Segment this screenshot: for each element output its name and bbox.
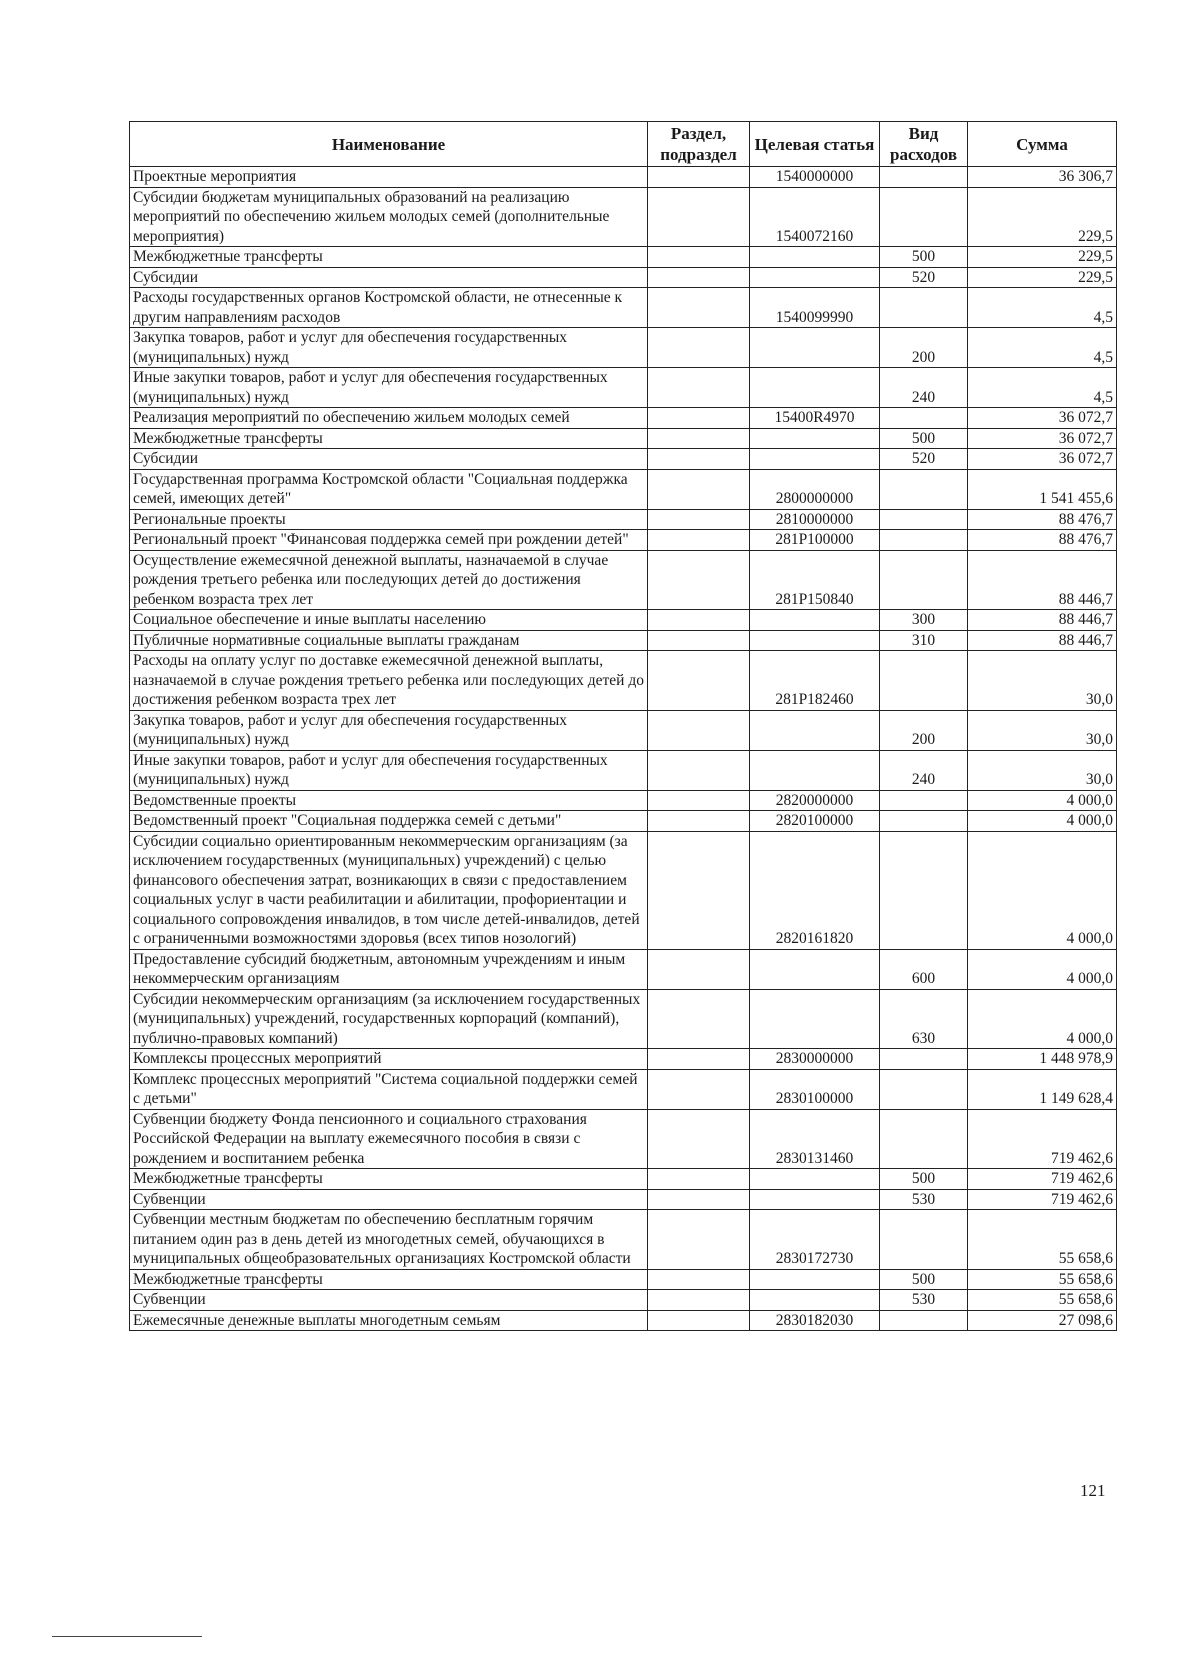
cell-sum: 36 072,7 <box>968 449 1117 470</box>
table-row <box>130 1210 1117 1270</box>
cell-target <box>750 630 880 651</box>
table-body <box>130 167 1117 1331</box>
cell-section <box>648 1269 750 1290</box>
cell-section <box>648 550 750 610</box>
cell-sum: 4 000,0 <box>968 811 1117 832</box>
cell-type <box>880 790 968 811</box>
cell-section <box>648 469 750 509</box>
cell-section <box>648 1189 750 1210</box>
table-row <box>130 1290 1117 1311</box>
header-sum: Сумма <box>968 122 1117 167</box>
table-row <box>130 1269 1117 1290</box>
cell-sum: 719 462,6 <box>968 1109 1117 1169</box>
cell-name: Социальное обеспечение и иные выплаты населению <box>130 610 648 631</box>
table-row <box>130 247 1117 268</box>
cell-name: Субсидии <box>130 267 648 288</box>
cell-target: 2820161820 <box>750 831 880 949</box>
cell-name: Государственная программа Костромской области "Социальная поддержка семей, имеющих детей" <box>130 469 648 509</box>
table-row <box>130 1069 1117 1109</box>
cell-sum: 4 000,0 <box>968 949 1117 989</box>
table-row <box>130 949 1117 989</box>
cell-sum: 30,0 <box>968 750 1117 790</box>
cell-target: 281P150840 <box>750 550 880 610</box>
cell-sum: 1 149 628,4 <box>968 1069 1117 1109</box>
cell-type: 200 <box>880 710 968 750</box>
table-row <box>130 167 1117 188</box>
cell-sum: 229,5 <box>968 187 1117 247</box>
cell-sum: 36 072,7 <box>968 408 1117 429</box>
cell-sum: 88 476,7 <box>968 509 1117 530</box>
cell-name: Межбюджетные трансферты <box>130 247 648 268</box>
cell-sum: 229,5 <box>968 247 1117 268</box>
cell-section <box>648 368 750 408</box>
header-name: Наименование <box>130 122 648 167</box>
table-row <box>130 811 1117 832</box>
cell-target: 2800000000 <box>750 469 880 509</box>
cell-type: 520 <box>880 449 968 470</box>
cell-section <box>648 509 750 530</box>
cell-type: 520 <box>880 267 968 288</box>
cell-target: 2830131460 <box>750 1109 880 1169</box>
cell-name: Межбюджетные трансферты <box>130 1169 648 1190</box>
cell-type: 530 <box>880 1290 968 1311</box>
cell-section <box>648 1290 750 1311</box>
cell-type <box>880 1109 968 1169</box>
cell-sum: 36 072,7 <box>968 428 1117 449</box>
cell-type <box>880 288 968 328</box>
cell-target <box>750 949 880 989</box>
cell-name: Субвенции бюджету Фонда пенсионного и социального страхования Российской Федерации на выплату ежемесячного пособия в связи с рождением и воспитанием ребенка <box>130 1109 648 1169</box>
cell-type <box>880 811 968 832</box>
cell-sum: 4,5 <box>968 288 1117 328</box>
cell-target: 2830100000 <box>750 1069 880 1109</box>
cell-name: Субвенции местным бюджетам по обеспечению бесплатным горячим питанием один раз в день детей из многодетных семей, обучающихся в муниципальных общеобразовательных организациях Костромской области <box>130 1210 648 1270</box>
cell-sum: 4 000,0 <box>968 989 1117 1049</box>
header-type: Вид расходов <box>880 122 968 167</box>
cell-name: Комплекс процессных мероприятий "Система социальной поддержки семей с детьми" <box>130 1069 648 1109</box>
header-target: Целевая статья <box>750 122 880 167</box>
cell-sum: 88 476,7 <box>968 530 1117 551</box>
cell-name: Комплексы процессных мероприятий <box>130 1049 648 1070</box>
cell-section <box>648 408 750 429</box>
cell-target: 281P100000 <box>750 530 880 551</box>
cell-name: Иные закупки товаров, работ и услуг для обеспечения государственных (муниципальных) нужд <box>130 368 648 408</box>
table-row <box>130 469 1117 509</box>
cell-type <box>880 408 968 429</box>
cell-section <box>648 1109 750 1169</box>
cell-type: 530 <box>880 1189 968 1210</box>
table-row <box>130 1169 1117 1190</box>
cell-section <box>648 989 750 1049</box>
cell-sum: 1 541 455,6 <box>968 469 1117 509</box>
cell-section <box>648 1310 750 1331</box>
cell-type <box>880 1049 968 1070</box>
cell-type <box>880 831 968 949</box>
cell-target <box>750 368 880 408</box>
cell-sum: 719 462,6 <box>968 1189 1117 1210</box>
cell-type: 240 <box>880 368 968 408</box>
cell-section <box>648 710 750 750</box>
cell-sum: 55 658,6 <box>968 1210 1117 1270</box>
cell-target <box>750 328 880 368</box>
cell-name: Закупка товаров, работ и услуг для обеспечения государственных (муниципальных) нужд <box>130 710 648 750</box>
table-row <box>130 288 1117 328</box>
table-row <box>130 368 1117 408</box>
table-row <box>130 187 1117 247</box>
cell-target <box>750 989 880 1049</box>
cell-section <box>648 449 750 470</box>
cell-type: 310 <box>880 630 968 651</box>
cell-target: 2810000000 <box>750 509 880 530</box>
cell-sum: 719 462,6 <box>968 1169 1117 1190</box>
cell-name: Расходы на оплату услуг по доставке ежемесячной денежной выплаты, назначаемой в случае рождения третьего ребенка или последующих детей до достижения ребенком возраста трех лет <box>130 651 648 711</box>
cell-name: Субвенции <box>130 1189 648 1210</box>
cell-target: 2830000000 <box>750 1049 880 1070</box>
cell-sum: 229,5 <box>968 267 1117 288</box>
cell-section <box>648 288 750 328</box>
table-header-row <box>130 122 1117 167</box>
cell-type: 300 <box>880 610 968 631</box>
table-row <box>130 408 1117 429</box>
cell-type <box>880 509 968 530</box>
table-row <box>130 831 1117 949</box>
cell-sum: 88 446,7 <box>968 630 1117 651</box>
cell-sum: 55 658,6 <box>968 1269 1117 1290</box>
page-number: 121 <box>1080 1481 1106 1500</box>
table-row <box>130 750 1117 790</box>
cell-sum: 27 098,6 <box>968 1310 1117 1331</box>
cell-name: Осуществление ежемесячной денежной выплаты, назначаемой в случае рождения третьего ребенка или последующих детей до достижения ребенком возраста трех лет <box>130 550 648 610</box>
table-row <box>130 710 1117 750</box>
table-row <box>130 790 1117 811</box>
cell-name: Ведомственный проект "Социальная поддержка семей с детьми" <box>130 811 648 832</box>
table-row <box>130 267 1117 288</box>
cell-sum: 36 306,7 <box>968 167 1117 188</box>
cell-sum: 88 446,7 <box>968 610 1117 631</box>
cell-type <box>880 1310 968 1331</box>
cell-target <box>750 610 880 631</box>
cell-name: Ведомственные проекты <box>130 790 648 811</box>
cell-target: 2820100000 <box>750 811 880 832</box>
header-section: Раздел, подраздел <box>648 122 750 167</box>
footnote-separator <box>52 1636 202 1637</box>
cell-section <box>648 949 750 989</box>
cell-type <box>880 1210 968 1270</box>
cell-type <box>880 651 968 711</box>
cell-target <box>750 1189 880 1210</box>
budget-table <box>129 121 1117 1331</box>
table-row <box>130 610 1117 631</box>
cell-type: 200 <box>880 328 968 368</box>
cell-name: Расходы государственных органов Костромской области, не отнесенные к другим направлениям расходов <box>130 288 648 328</box>
cell-sum: 55 658,6 <box>968 1290 1117 1311</box>
cell-target: 1540000000 <box>750 167 880 188</box>
cell-type <box>880 1069 968 1109</box>
table-row <box>130 428 1117 449</box>
cell-type <box>880 187 968 247</box>
cell-name: Межбюджетные трансферты <box>130 1269 648 1290</box>
cell-name: Предоставление субсидий бюджетным, автономным учреждениям и иным некоммерческим организациям <box>130 949 648 989</box>
cell-name: Закупка товаров, работ и услуг для обеспечения государственных (муниципальных) нужд <box>130 328 648 368</box>
table-row <box>130 449 1117 470</box>
cell-section <box>648 811 750 832</box>
cell-name: Субсидии социально ориентированным некоммерческим организациям (за исключением государственных (муниципальных) учреждений) с целью финансового обеспечения затрат, возникающих в связи с предоставлением социальных услуг в части реабилитации и абилитации, профориентации и социального сопровождения инвалидов, в том числе детей-инвалидов, детей с ограниченными возможностями здоровья (всех типов нозологий) <box>130 831 648 949</box>
cell-section <box>648 610 750 631</box>
table-row <box>130 1109 1117 1169</box>
cell-section <box>648 267 750 288</box>
cell-target <box>750 267 880 288</box>
cell-name: Ежемесячные денежные выплаты многодетным семьям <box>130 1310 648 1331</box>
cell-section <box>648 428 750 449</box>
cell-name: Субвенции <box>130 1290 648 1311</box>
cell-target <box>750 428 880 449</box>
cell-target: 15400R4970 <box>750 408 880 429</box>
table-row <box>130 1189 1117 1210</box>
cell-target <box>750 247 880 268</box>
cell-target <box>750 449 880 470</box>
cell-sum: 4,5 <box>968 368 1117 408</box>
cell-sum: 4 000,0 <box>968 831 1117 949</box>
cell-section <box>648 790 750 811</box>
cell-type: 630 <box>880 989 968 1049</box>
cell-name: Региональные проекты <box>130 509 648 530</box>
cell-name: Межбюджетные трансферты <box>130 428 648 449</box>
cell-name: Иные закупки товаров, работ и услуг для обеспечения государственных (муниципальных) нужд <box>130 750 648 790</box>
cell-target: 2820000000 <box>750 790 880 811</box>
cell-target <box>750 1169 880 1190</box>
cell-target <box>750 710 880 750</box>
cell-section <box>648 187 750 247</box>
cell-name: Субсидии <box>130 449 648 470</box>
table-row <box>130 1049 1117 1070</box>
cell-type: 240 <box>880 750 968 790</box>
cell-type <box>880 530 968 551</box>
cell-section <box>648 750 750 790</box>
cell-sum: 4,5 <box>968 328 1117 368</box>
cell-sum: 4 000,0 <box>968 790 1117 811</box>
cell-type <box>880 167 968 188</box>
table-row <box>130 989 1117 1049</box>
cell-target: 2830172730 <box>750 1210 880 1270</box>
cell-section <box>648 1210 750 1270</box>
cell-target: 1540099990 <box>750 288 880 328</box>
cell-type: 600 <box>880 949 968 989</box>
table-row <box>130 550 1117 610</box>
cell-name: Проектные мероприятия <box>130 167 648 188</box>
cell-name: Публичные нормативные социальные выплаты гражданам <box>130 630 648 651</box>
cell-name: Региональный проект "Финансовая поддержка семей при рождении детей" <box>130 530 648 551</box>
cell-sum: 30,0 <box>968 710 1117 750</box>
cell-section <box>648 247 750 268</box>
cell-type <box>880 550 968 610</box>
cell-name: Реализация мероприятий по обеспечению жильем молодых семей <box>130 408 648 429</box>
cell-sum: 1 448 978,9 <box>968 1049 1117 1070</box>
cell-name: Субсидии некоммерческим организациям (за исключением государственных (муниципальных) учреждений, государственных корпораций (компаний), публично-правовых компаний) <box>130 989 648 1049</box>
cell-section <box>648 831 750 949</box>
table-row <box>130 328 1117 368</box>
cell-target: 1540072160 <box>750 187 880 247</box>
cell-type: 500 <box>880 247 968 268</box>
cell-sum: 88 446,7 <box>968 550 1117 610</box>
cell-target <box>750 1290 880 1311</box>
cell-section <box>648 651 750 711</box>
table-row <box>130 530 1117 551</box>
cell-section <box>648 167 750 188</box>
table-row <box>130 630 1117 651</box>
cell-type <box>880 469 968 509</box>
cell-type: 500 <box>880 1169 968 1190</box>
cell-target: 281P182460 <box>750 651 880 711</box>
cell-section <box>648 1069 750 1109</box>
cell-section <box>648 1049 750 1070</box>
table-row <box>130 651 1117 711</box>
cell-name: Субсидии бюджетам муниципальных образований на реализацию мероприятий по обеспечению жильем молодых семей (дополнительные мероприятия) <box>130 187 648 247</box>
table-row <box>130 1310 1117 1331</box>
cell-section <box>648 1169 750 1190</box>
cell-target <box>750 750 880 790</box>
cell-target <box>750 1269 880 1290</box>
cell-section <box>648 530 750 551</box>
cell-section <box>648 630 750 651</box>
cell-type: 500 <box>880 1269 968 1290</box>
cell-sum: 30,0 <box>968 651 1117 711</box>
cell-section <box>648 328 750 368</box>
table-row <box>130 509 1117 530</box>
cell-type: 500 <box>880 428 968 449</box>
cell-target: 2830182030 <box>750 1310 880 1331</box>
